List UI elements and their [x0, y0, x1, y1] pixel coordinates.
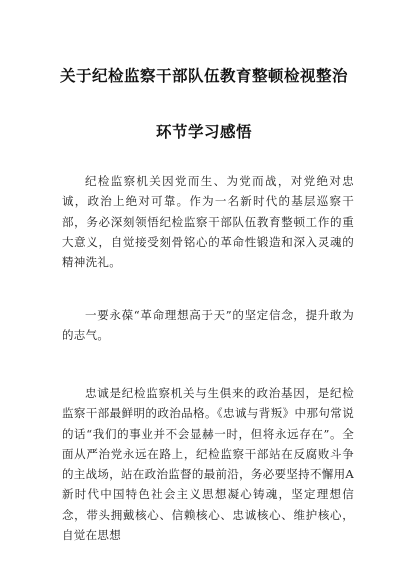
document-title-line-2: 环节学习感悟	[155, 123, 252, 141]
paragraph-loyalty: 忠诚是纪检监察机关与生俱来的政治基因，是纪检监察干部最鲜明的政治品格。《忠诚与背叛》中那句常说的话“我们的事业并不会显赫一时，但将永远存在”。全面从严治党永远在路上，纪检监察干部站在反腐败斗争的主战场，站在政治监督的最前沿，务必要坚持不懈用A新时代中国特色社会主义思想凝心铸魂，坚定理想信念，带头拥戴核心、信赖核心、忠诚核心、维护核心，自觉在思想	[62, 386, 354, 543]
document-title-line-1: 关于纪检监察干部队伍教育整顿检视整治	[59, 67, 348, 85]
paragraph-point-one: 一要永葆“革命理想高于天”的坚定信念，提升敢为的志气。	[62, 308, 354, 343]
paragraph-intro: 纪检监察机关因党而生、为党而战，对党绝对忠诚，政治上绝对可靠。作为一名新时代的基层巡察干部，务必深刻领悟纪检监察干部队伍教育整顿工作的重大意义，自觉接受刻骨铭心的革命性锻造和深入灵魂的精神洗礼。	[62, 174, 354, 270]
